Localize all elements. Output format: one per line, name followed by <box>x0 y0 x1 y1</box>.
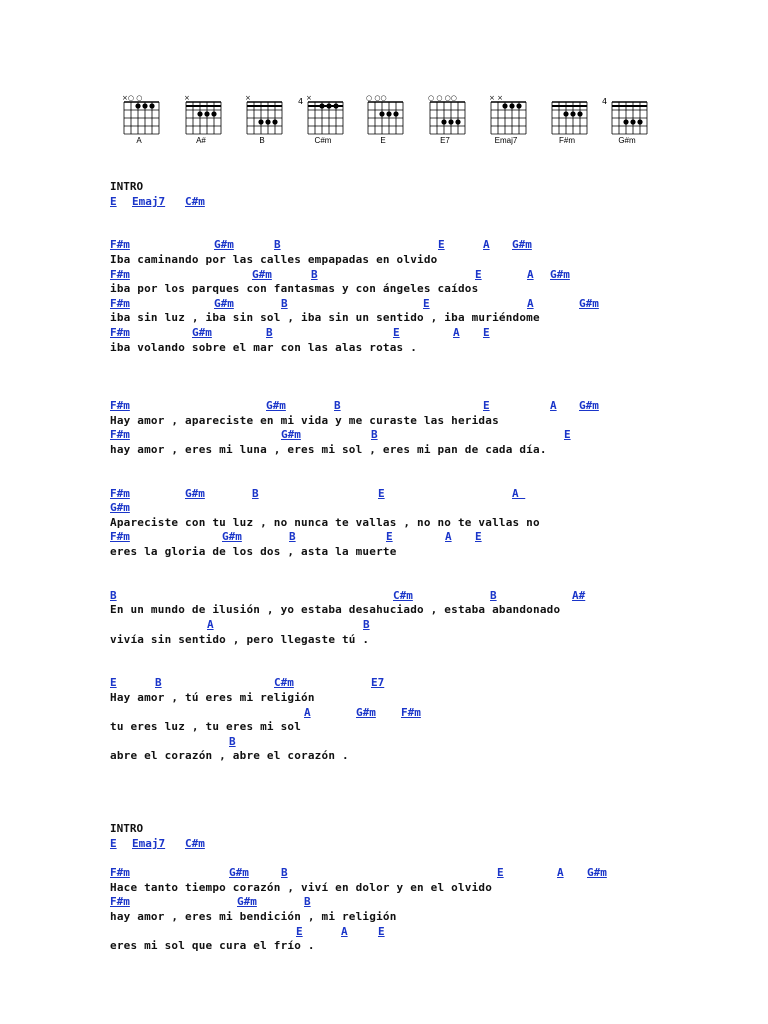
chord-label[interactable]: F#m <box>110 238 130 251</box>
chord-label[interactable]: G#m <box>192 326 212 339</box>
lyric-line: Hay amor , apareciste en mi vida y me curaste las heridas <box>110 414 499 427</box>
chord-label[interactable]: A <box>341 925 348 938</box>
chord-diagram-name: A <box>136 136 142 145</box>
chord-label[interactable]: G#m <box>512 238 532 251</box>
chord-line <box>110 866 750 880</box>
chord-label[interactable]: C#m <box>185 195 205 208</box>
lyric-line: eres mi sol que cura el frío . <box>110 939 315 952</box>
chord-label[interactable]: F#m <box>110 326 130 339</box>
fretboard-grid <box>235 92 295 140</box>
open-muted-marks: × <box>245 94 251 102</box>
chord-label[interactable]: E <box>423 297 430 310</box>
chord-diagram-fsharpm <box>540 92 600 152</box>
chord-label[interactable]: G#m <box>185 487 205 500</box>
open-muted-marks: × <box>306 94 312 102</box>
chord-line <box>110 297 750 311</box>
chord-label[interactable]: A <box>445 530 452 543</box>
chord-diagram-b <box>235 92 295 152</box>
lyric-line: vivía sin sentido , pero llegaste tú . <box>110 633 370 646</box>
chord-line <box>110 238 750 252</box>
chord-line <box>110 399 750 413</box>
chord-label[interactable]: F#m <box>110 268 130 281</box>
chord-diagram-emaj7 <box>479 92 539 152</box>
fretboard-grid <box>418 92 478 140</box>
chord-label[interactable]: E <box>483 399 490 412</box>
chord-label[interactable]: G#m <box>579 297 599 310</box>
chord-label[interactable]: G#m <box>110 501 130 514</box>
fretboard-grid <box>112 92 172 140</box>
chord-label[interactable]: E <box>497 866 504 879</box>
chord-line <box>110 618 750 632</box>
chord-label[interactable]: G#m <box>579 399 599 412</box>
chord-label[interactable]: B <box>110 589 117 602</box>
chord-label[interactable]: E <box>378 925 385 938</box>
lyric-line: En un mundo de ilusión , yo estaba desahuciado , estaba abandonado <box>110 603 561 616</box>
chord-label[interactable]: E <box>110 195 117 208</box>
chord-label[interactable]: E <box>564 428 571 441</box>
lyric-line: iba volando sobre el mar con las alas rotas . <box>110 341 418 354</box>
chord-label[interactable]: B <box>155 676 162 689</box>
chord-label[interactable]: B <box>281 297 288 310</box>
lyric-line: hay amor , eres mi luna , eres mi sol , eres mi pan de cada día. <box>110 443 547 456</box>
fretboard-grid <box>479 92 539 140</box>
chord-label[interactable]: G#m <box>587 866 607 879</box>
chord-label[interactable]: E <box>110 676 117 689</box>
chord-label[interactable]: B <box>334 399 341 412</box>
lyric-line: tu eres luz , tu eres mi sol <box>110 720 302 733</box>
fret-number: 4 <box>602 97 608 106</box>
chord-label[interactable]: F#m <box>110 399 130 412</box>
chord-label[interactable]: A <box>527 268 534 281</box>
chord-label[interactable]: F#m <box>110 895 130 908</box>
chord-diagram-gsharpm <box>600 92 660 152</box>
chord-label[interactable]: G#m <box>550 268 570 281</box>
chord-label[interactable]: E <box>386 530 393 543</box>
chord-label[interactable]: Emaj7 <box>132 837 166 850</box>
chord-label[interactable]: G#m <box>281 428 301 441</box>
chord-label[interactable]: A <box>550 399 557 412</box>
lyric-line: iba sin luz , iba sin sol , iba sin un sentido , iba muriéndome <box>110 311 540 324</box>
chord-label[interactable]: E7 <box>371 676 385 689</box>
lyric-line: Hay amor , tú eres mi religión <box>110 691 315 704</box>
chord-diagram-name: C#m <box>314 136 332 145</box>
chord-line <box>110 428 750 442</box>
open-muted-marks: ×○ ○ <box>122 94 143 102</box>
chord-label[interactable]: B <box>304 895 311 908</box>
fretboard-grid <box>296 92 356 140</box>
chord-diagram-e7 <box>418 92 478 152</box>
open-muted-marks: ○ ○○ <box>366 94 387 102</box>
open-muted-marks: × × <box>489 94 503 102</box>
chord-diagram-name: A# <box>196 136 206 145</box>
chord-label[interactable]: B <box>229 735 236 748</box>
chord-label[interactable]: B <box>274 238 281 251</box>
chord-label[interactable]: A <box>527 297 534 310</box>
chord-label[interactable]: F#m <box>110 866 130 879</box>
chord-line <box>110 268 750 282</box>
section-heading: INTRO <box>110 180 144 193</box>
chord-label[interactable]: F#m <box>110 487 130 500</box>
chord-label[interactable]: E <box>378 487 385 500</box>
chord-label[interactable]: C#m <box>185 837 205 850</box>
fretboard-grid <box>600 92 660 140</box>
chord-label[interactable]: A <box>453 326 460 339</box>
chord-line <box>110 530 750 544</box>
lyric-line: eres la gloria de los dos , asta la muerte <box>110 545 397 558</box>
chord-label[interactable]: E <box>475 530 482 543</box>
chord-label[interactable]: F#m <box>110 297 130 310</box>
fret-number: 4 <box>298 97 304 106</box>
lyric-line: Hace tanto tiempo corazón , viví en dolor y en el olvido <box>110 881 493 894</box>
chord-line <box>110 676 750 690</box>
fretboard-grid <box>174 92 234 140</box>
chord-line <box>110 735 750 749</box>
lyric-line: iba por los parques con fantasmas y con ángeles caídos <box>110 282 479 295</box>
chord-line <box>110 837 750 851</box>
lyric-line: abre el corazón , abre el corazón . <box>110 749 349 762</box>
lyric-line: Apareciste con tu luz , no nunca te vallas , no no te vallas no <box>110 516 540 529</box>
chord-diagram-name: B <box>259 136 265 145</box>
chord-label[interactable]: A <box>557 866 564 879</box>
chord-label[interactable]: A <box>207 618 214 631</box>
chord-label[interactable]: E <box>393 326 400 339</box>
chord-label[interactable]: G#m <box>356 706 376 719</box>
chord-label[interactable]: F#m <box>110 428 130 441</box>
chord-diagram-e <box>356 92 416 152</box>
chord-diagram-name: E <box>380 136 386 145</box>
section-heading: INTRO <box>110 822 144 835</box>
chord-label[interactable]: B <box>266 326 273 339</box>
chord-line <box>110 487 750 501</box>
chord-label[interactable]: F#m <box>110 530 130 543</box>
chord-label[interactable]: C#m <box>393 589 413 602</box>
chord-label[interactable]: E <box>296 925 303 938</box>
open-muted-marks: × <box>184 94 190 102</box>
chord-label[interactable]: G#m <box>252 268 272 281</box>
chord-label[interactable]: G#m <box>214 297 234 310</box>
chord-diagram-asharp <box>174 92 234 152</box>
lyric-line: Iba caminando por las calles empapadas en olvido <box>110 253 438 266</box>
chord-label[interactable]: B <box>490 589 497 602</box>
chord-diagram-name: E7 <box>440 136 450 145</box>
chord-line <box>110 706 750 720</box>
chord-label[interactable]: B <box>281 866 288 879</box>
chord-label[interactable]: C#m <box>274 676 294 689</box>
chord-diagram-a <box>112 92 172 152</box>
chord-diagram-name: F#m <box>559 136 575 145</box>
chord-label[interactable]: Emaj7 <box>132 195 166 208</box>
chord-label[interactable]: E <box>438 238 445 251</box>
fretboard-grid <box>356 92 416 140</box>
chord-label[interactable]: B <box>363 618 370 631</box>
chord-label[interactable]: E <box>483 326 490 339</box>
chord-line <box>110 326 750 340</box>
chord-label[interactable]: G#m <box>229 866 249 879</box>
chord-diagram-strip <box>0 0 768 160</box>
chord-label[interactable]: B <box>289 530 296 543</box>
chord-label[interactable]: B <box>252 487 259 500</box>
chord-line <box>110 925 750 939</box>
chord-label[interactable]: E <box>475 268 482 281</box>
chord-label[interactable]: G#m <box>237 895 257 908</box>
chord-line <box>110 195 750 209</box>
chord-label[interactable]: B <box>311 268 318 281</box>
chord-label[interactable]: G#m <box>222 530 242 543</box>
chord-label[interactable]: A <box>483 238 490 251</box>
chord-label[interactable]: A# <box>572 589 586 602</box>
chord-diagram-name: Emaj7 <box>494 136 518 145</box>
lyric-line: hay amor , eres mi bendición , mi religión <box>110 910 397 923</box>
chord-label[interactable]: G#m <box>214 238 234 251</box>
chord-label[interactable]: A <box>512 487 526 500</box>
open-muted-marks: ○ ○ ○○ <box>428 94 457 102</box>
chord-label[interactable]: B <box>371 428 378 441</box>
chord-label[interactable]: E <box>110 837 117 850</box>
chord-label[interactable]: G#m <box>266 399 286 412</box>
chord-line <box>110 589 750 603</box>
chord-line <box>110 895 750 909</box>
chord-diagram-csharpm <box>296 92 356 152</box>
chord-label[interactable]: A <box>304 706 311 719</box>
fretboard-grid <box>540 92 600 140</box>
chord-diagram-name: G#m <box>618 136 636 145</box>
chord-label[interactable]: F#m <box>401 706 421 719</box>
chord-line <box>110 501 750 515</box>
